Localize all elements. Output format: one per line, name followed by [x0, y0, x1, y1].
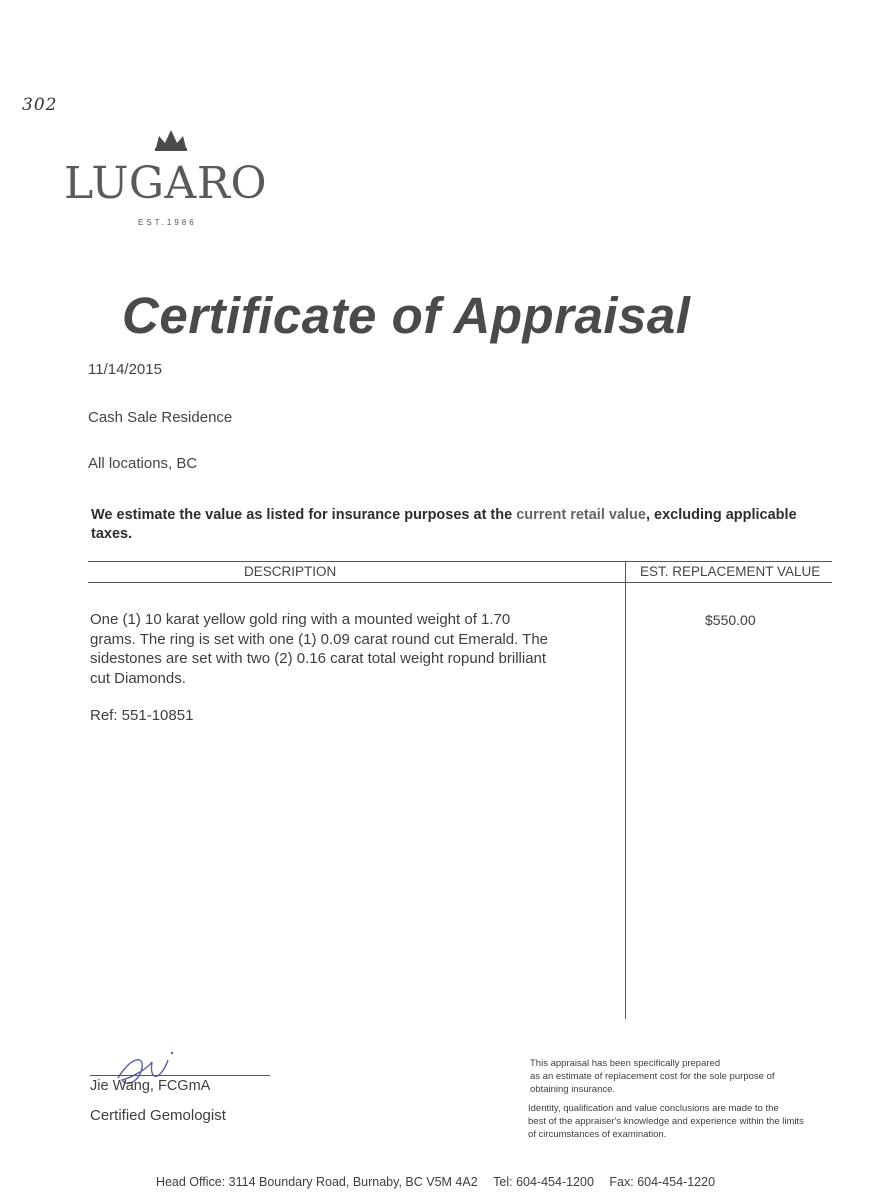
page-title: Certificate of Appraisal — [122, 287, 691, 344]
table-top-rule — [88, 561, 832, 562]
statement-part1: We estimate the value as listed for insurance purposes at the — [91, 507, 517, 523]
statement-part2: , excluding applicable taxes. — [91, 507, 797, 542]
column-header-value: EST. REPLACEMENT VALUE — [640, 564, 821, 579]
footer-tel: Tel: 604-454-1200 — [493, 1175, 594, 1189]
disclaimer-line: This appraisal has been specifically prepared — [530, 1058, 721, 1069]
disclaimer-line: of circumstances of examination. — [528, 1129, 667, 1140]
signature-line — [90, 1075, 270, 1076]
valuation-statement — [91, 506, 811, 544]
logo-text: LUGARO — [64, 158, 268, 209]
appraisal-date: 11/14/2015 — [88, 361, 162, 378]
column-header-description: DESCRIPTION — [244, 564, 337, 579]
item-description: One (1) 10 karat yellow gold ring with a mounted weight of 1.70 grams. The ring is set with one (1) 0.09 carat round cut Emerald. The sidestones are set with two (2) 0.16 carat total weight ropund brilliant cut Diamonds. — [90, 611, 548, 687]
recipient-location: All locations, BC — [88, 455, 198, 472]
table-header-rule — [88, 582, 832, 583]
disclaimer-line: obtaining insurance. — [530, 1084, 616, 1095]
disclaimer-line: best of the appraiser's knowledge and experience within the limits — [528, 1116, 804, 1127]
crown-icon — [153, 128, 189, 152]
recipient-name: Cash Sale Residence — [88, 409, 233, 426]
statement-highlight: current retail value — [516, 507, 646, 523]
appraiser-name: Jie Wang, FCGmA — [90, 1078, 211, 1094]
footer-contact — [0, 1175, 871, 1189]
item-value: $550.00 — [705, 612, 756, 628]
footer-address: Head Office: 3114 Boundary Road, Burnaby, BC V5M 4A2 — [155, 1175, 478, 1189]
appraiser-title: Certified Gemologist — [90, 1107, 226, 1124]
footer-fax: Fax: 604-454-1220 — [609, 1175, 716, 1189]
disclaimer-line: Identity, qualification and value conclusions are made to the — [528, 1103, 779, 1114]
item-reference: Ref: 551-10851 — [90, 707, 194, 724]
established-label: EST.1986 — [138, 218, 197, 227]
handwritten-number: 302 — [22, 95, 58, 115]
table-column-divider — [625, 561, 626, 1019]
disclaimer-line: as an estimate of replacement cost for the sole purpose of — [530, 1071, 775, 1082]
